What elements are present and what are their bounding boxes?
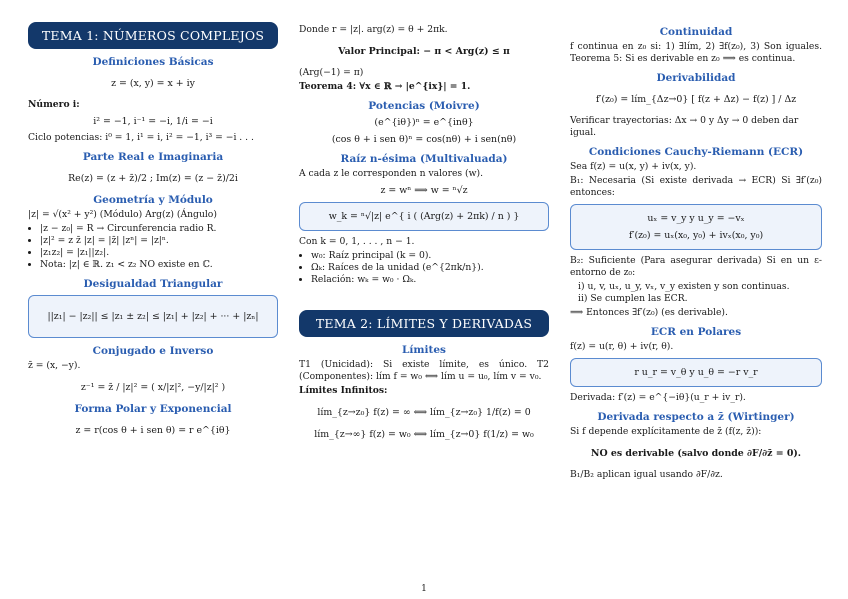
heading-parte-real: Parte Real e Imaginaria [82,151,224,163]
numero-i-label: Número i: [28,99,80,110]
tema2-banner: TEMA 2: LÍMITES Y DERIVADAS [299,310,549,337]
tema1-banner: TEMA 1: NÚMEROS COMPLEJOS [28,22,278,49]
raiz-box: w_k = ⁿ√|z| e^{ i ( (Arg(z) + 2πk) / n ) } [299,202,549,231]
heading-cauchy-riemann: Condiciones Cauchy-Riemann (ECR) [588,146,804,158]
heading-derivabilidad: Derivabilidad [656,72,736,84]
cr-equations: uₓ = v_y y u_y = −vₓ [647,213,745,224]
raiz-text: A cada z le corresponden n valores (w). [299,168,484,179]
list-item: • |z|² = z z̄ |z| = |z̄| |zⁿ| = |z|ⁿ. [40,235,278,247]
valor-principal: Valor Principal: − π < Arg(z) ≤ π [338,46,510,57]
list-item: • |z₁z₂| = |z₁||z₂|. [40,247,278,259]
ciclo-potencias: Ciclo potencias: i⁰ = 1, i¹ = i, i² = −1, i³ = −i . . . [28,132,254,143]
heading-ecr-polares: ECR en Polares [650,326,742,338]
cr-then: ⟹ Entonces ∃f′(z₀) (es derivable). [570,307,728,318]
cr-conditions-list [570,281,822,305]
donde-line: Donde r = |z|. arg(z) = θ + 2πk. [299,24,448,35]
heading-definiciones: Definiciones Básicas [92,56,214,68]
list-item: i) u, v, uₓ, u_y, vₓ, v_y existen y son continuas. [578,281,790,292]
cr-b1: B₁: Necesaria (Si existe derivada → ECR) Si ∃f′(z₀) entonces: [570,175,822,198]
triangular-box: ||z₁| − |z₂|| ≤ |z₁ ± z₂| ≤ |z₁| + |z₂| + ··· + |zₙ| [28,295,278,338]
column-3 [570,22,822,483]
continuidad-text: f continua en z₀ si: 1) ∃lím, 2) ∃f(z₀), 3) Son iguales. Teorema 5: Si es derivable en z₀ ⟹ es continua. [570,41,822,64]
wirtinger-bold: NO es derivable (salvo donde ∂F/∂z̄ = 0). [590,448,802,459]
arg-example: (Arg(−1) = π) [299,67,364,78]
modulo-line: |z| = √(x² + y²) (Módulo) Arg(z) (Ángulo) [28,209,217,220]
heading-continuidad: Continuidad [659,26,733,38]
limite-1: lím_{z→z₀} f(z) = ∞ ⟺ lím_{z→z₀} 1/f(z) = 0 [317,407,531,418]
polar-box: r u_r = v_θ y u_θ = −r v_r [570,358,822,387]
limite-2: lím_{z→∞} f(z) = w₀ ⟺ lím_{z→0} f(1/z) = w₀ [314,429,534,440]
conjugado-def: z̄ = (x, −y). [28,360,81,371]
list-item: • Relación: wₖ = w₀ · Ωₖ. [311,274,549,286]
heading-wirtinger: Derivada respecto a z̄ (Wirtinger) [597,411,795,423]
heading-desigualdad: Desigualdad Triangular [83,278,223,290]
re-im-formula: Re(z) = (z + z̄)/2 ; Im(z) = (z − z̄)/2i [68,173,238,184]
heading-forma-polar: Forma Polar y Exponencial [74,403,232,415]
derivada-text: Verificar trayectorias: Δx → 0 y Δy → 0 deben dar igual. [570,115,799,138]
moivre-2: (cos θ + i sen θ)ⁿ = cos(nθ) + i sen(nθ) [331,134,517,145]
heading-conjugado: Conjugado e Inverso [92,345,214,357]
wirtinger-text: Si f depende explícitamente de z̄ (f(z, z̄)): [570,426,762,437]
cr-sea: Sea f(z) = u(x, y) + iv(x, y). [570,161,697,172]
moivre-1: (e^{iθ})ⁿ = e^{inθ} [374,117,474,128]
list-item: • w₀: Raíz principal (k = 0). [311,250,549,262]
con-k: Con k = 0, 1, . . . , n − 1. [299,236,415,247]
column-1 [28,22,278,446]
t1-t2-text: T1 (Unicidad): Si existe límite, es único. T2 (Componentes): lím f = w₀ ⟺ lím u = u₀, lím v = v₀. [299,359,549,382]
cr-box [570,204,822,250]
list-item: • |z − z₀| = R → Circunferencia radio R. [40,223,278,235]
list-item: • Nota: |z| ∈ ℝ. z₁ < z₂ NO existe en ℂ. [40,259,278,271]
heading-geometria: Geometría y Módulo [93,194,213,206]
raiz-formula: z = wⁿ ⟹ w = ⁿ√z [380,185,468,196]
heading-moivre: Potencias (Moivre) [368,100,480,112]
heading-raiz: Raíz n-ésima (Multivaluada) [340,153,508,165]
heading-limites: Límites [402,344,446,356]
polar-formula: z = r(cos θ + i sen θ) = r e^{iθ} [75,425,231,436]
list-item: • Ωₖ: Raíces de la unidad (e^{2πk/n}). [311,262,549,274]
column-2 [299,22,549,445]
polar-def: f(z) = u(r, θ) + iv(r, θ). [570,341,674,352]
limites-infinitos-label: Límites Infinitos: [299,385,388,396]
polar-derivada: Derivada: f′(z) = e^{−iθ}(u_r + iv_r). [570,392,746,403]
cr-b2: B₂: Suficiente (Para asegurar derivada) Si en un ε-entorno de z₀: [570,255,822,278]
derivada-formula: f′(z₀) = lím_{Δz→0} [ f(z + Δz) − f(z) ] / Δz [595,94,797,105]
z-definition: z = (x, y) = x + iy [111,78,195,89]
list-item: ii) Se cumplen las ECR. [578,293,688,304]
inverse-formula: z⁻¹ = z̄ / |z|² = ( x/|z|², −y/|z|² ) [80,382,226,393]
wirtinger-last: B₁/B₂ aplican igual usando ∂F/∂z. [570,469,723,480]
geometria-list [28,223,278,271]
page-number: 1 [421,584,427,594]
cr-derivative: f′(z₀) = uₓ(x₀, y₀) + ivₓ(x₀, y₀) [628,230,764,241]
raiz-list [299,250,549,286]
teorema-4: Teorema 4: ∀x ∈ ℝ → |e^{ix}| = 1. [299,81,471,92]
i-powers: i² = −1, i⁻¹ = −i, 1/i = −i [93,116,213,127]
